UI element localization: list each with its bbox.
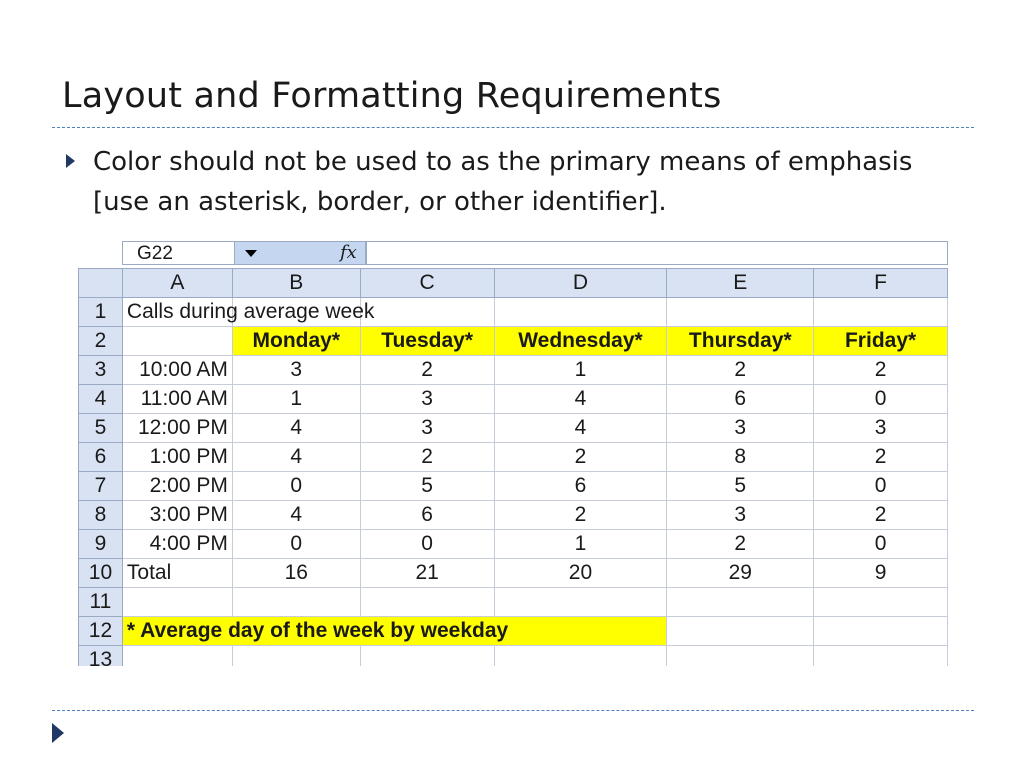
value-cell[interactable]: 0 [360,530,494,559]
cell[interactable] [494,298,667,327]
sheet-title: Calls during average week [126,300,375,323]
value-cell[interactable]: 2 [667,530,814,559]
day-header-friday[interactable]: Friday* [814,327,948,356]
row-header[interactable]: 5 [79,414,123,443]
row-header[interactable]: 4 [79,385,123,414]
day-header-thursday[interactable]: Thursday* [667,327,814,356]
formula-bar [78,238,948,269]
cell[interactable] [814,617,948,646]
value-cell[interactable]: 3 [360,385,494,414]
row-header[interactable]: 6 [79,443,123,472]
value-cell[interactable]: 8 [667,443,814,472]
spreadsheet-screenshot [78,238,948,666]
column-header-f[interactable]: F [814,269,948,298]
value-cell[interactable]: 3 [360,414,494,443]
cell[interactable] [122,327,232,356]
row-header[interactable]: 7 [79,472,123,501]
column-header-a[interactable]: A [122,269,232,298]
value-cell[interactable]: 3 [232,356,360,385]
total-friday[interactable]: 9 [814,559,948,588]
time-cell[interactable]: 12:00 PM [122,414,232,443]
value-cell[interactable]: 1 [494,356,667,385]
cell[interactable] [814,588,948,617]
row-header[interactable]: 9 [79,530,123,559]
value-cell[interactable]: 2 [814,356,948,385]
time-cell[interactable]: 4:00 PM [122,530,232,559]
value-cell[interactable]: 2 [494,501,667,530]
spreadsheet-grid [78,268,948,666]
value-cell[interactable]: 4 [232,501,360,530]
total-label[interactable]: Total [122,559,232,588]
table-row [79,501,948,530]
value-cell[interactable]: 6 [667,385,814,414]
cell[interactable] [667,298,814,327]
value-cell[interactable]: 0 [814,385,948,414]
value-cell[interactable]: 4 [232,443,360,472]
value-cell[interactable]: 5 [360,472,494,501]
time-cell[interactable]: 2:00 PM [122,472,232,501]
value-cell[interactable]: 3 [814,414,948,443]
value-cell[interactable]: 6 [360,501,494,530]
time-cell[interactable]: 11:00 AM [122,385,232,414]
cell[interactable] [814,298,948,327]
value-cell[interactable]: 1 [494,530,667,559]
cell[interactable] [667,617,814,646]
select-all-corner[interactable] [79,269,123,298]
cell[interactable] [494,646,667,667]
day-header-wednesday[interactable]: Wednesday* [494,327,667,356]
cell[interactable] [360,646,494,667]
table-row [79,298,948,327]
value-cell[interactable]: 4 [494,385,667,414]
table-row [79,617,948,646]
value-cell[interactable]: 0 [232,530,360,559]
time-cell[interactable]: 1:00 PM [122,443,232,472]
value-cell[interactable]: 2 [360,443,494,472]
footer-arrow-icon [52,723,64,743]
table-row [79,414,948,443]
row-header[interactable]: 10 [79,559,123,588]
column-header-b[interactable]: B [232,269,360,298]
row-header[interactable]: 3 [79,356,123,385]
cell[interactable] [232,588,360,617]
row-header[interactable]: 11 [79,588,123,617]
table-row [79,646,948,667]
column-header-e[interactable]: E [667,269,814,298]
value-cell[interactable]: 1 [232,385,360,414]
dropdown-arrow-icon [245,250,257,257]
time-cell[interactable]: 10:00 AM [122,356,232,385]
value-cell[interactable]: 3 [667,501,814,530]
value-cell[interactable]: 6 [494,472,667,501]
value-cell[interactable]: 4 [232,414,360,443]
value-cell[interactable]: 2 [360,356,494,385]
column-header-c[interactable]: C [360,269,494,298]
value-cell[interactable]: 0 [814,472,948,501]
value-cell[interactable]: 2 [667,356,814,385]
value-cell[interactable]: 0 [814,530,948,559]
slide-title: Layout and Formatting Requirements [62,76,722,116]
time-cell[interactable]: 3:00 PM [122,501,232,530]
table-row [79,443,948,472]
day-header-monday[interactable]: Monday* [232,327,360,356]
value-cell[interactable]: 4 [494,414,667,443]
row-header[interactable]: 13 [79,646,123,667]
cell[interactable] [122,646,232,667]
cell[interactable] [667,588,814,617]
value-cell[interactable]: 2 [494,443,667,472]
total-row [79,559,948,588]
value-cell[interactable]: 2 [814,443,948,472]
table-row [79,385,948,414]
table-row [79,530,948,559]
value-cell[interactable]: 0 [232,472,360,501]
value-cell[interactable]: 3 [667,414,814,443]
cell[interactable] [494,588,667,617]
row-header[interactable]: 1 [79,298,123,327]
day-header-tuesday[interactable]: Tuesday* [360,327,494,356]
row-header[interactable]: 8 [79,501,123,530]
cell[interactable] [360,298,494,327]
table-row [79,327,948,356]
fx-icon[interactable]: fx [340,242,357,263]
total-wednesday[interactable]: 20 [494,559,667,588]
total-monday[interactable]: 16 [232,559,360,588]
total-thursday[interactable]: 29 [667,559,814,588]
row-header[interactable]: 12 [79,617,123,646]
formula-input[interactable] [366,241,948,265]
cell[interactable] [814,646,948,667]
cell[interactable] [122,588,232,617]
column-header-row [79,269,948,298]
value-cell[interactable]: 5 [667,472,814,501]
table-row [79,356,948,385]
column-header-d[interactable]: D [494,269,667,298]
value-cell[interactable]: 2 [814,501,948,530]
row-header[interactable]: 2 [79,327,123,356]
footnote-text: * Average day of the week by weekday [126,619,509,642]
total-tuesday[interactable]: 21 [360,559,494,588]
cell-a1[interactable] [122,298,375,327]
footer-divider [52,710,974,711]
cell[interactable] [667,646,814,667]
cell[interactable] [232,646,360,667]
cell[interactable] [360,588,494,617]
bullet-arrow-icon [66,154,75,168]
footnote-cell[interactable] [122,617,666,646]
table-row [79,588,948,617]
table-row [79,472,948,501]
name-box[interactable]: G22 [122,241,312,265]
bullet-text: Color should not be used to as the primary means of emphasis [use an asterisk, border, or other identifier]. [93,147,913,217]
title-divider [52,127,974,128]
